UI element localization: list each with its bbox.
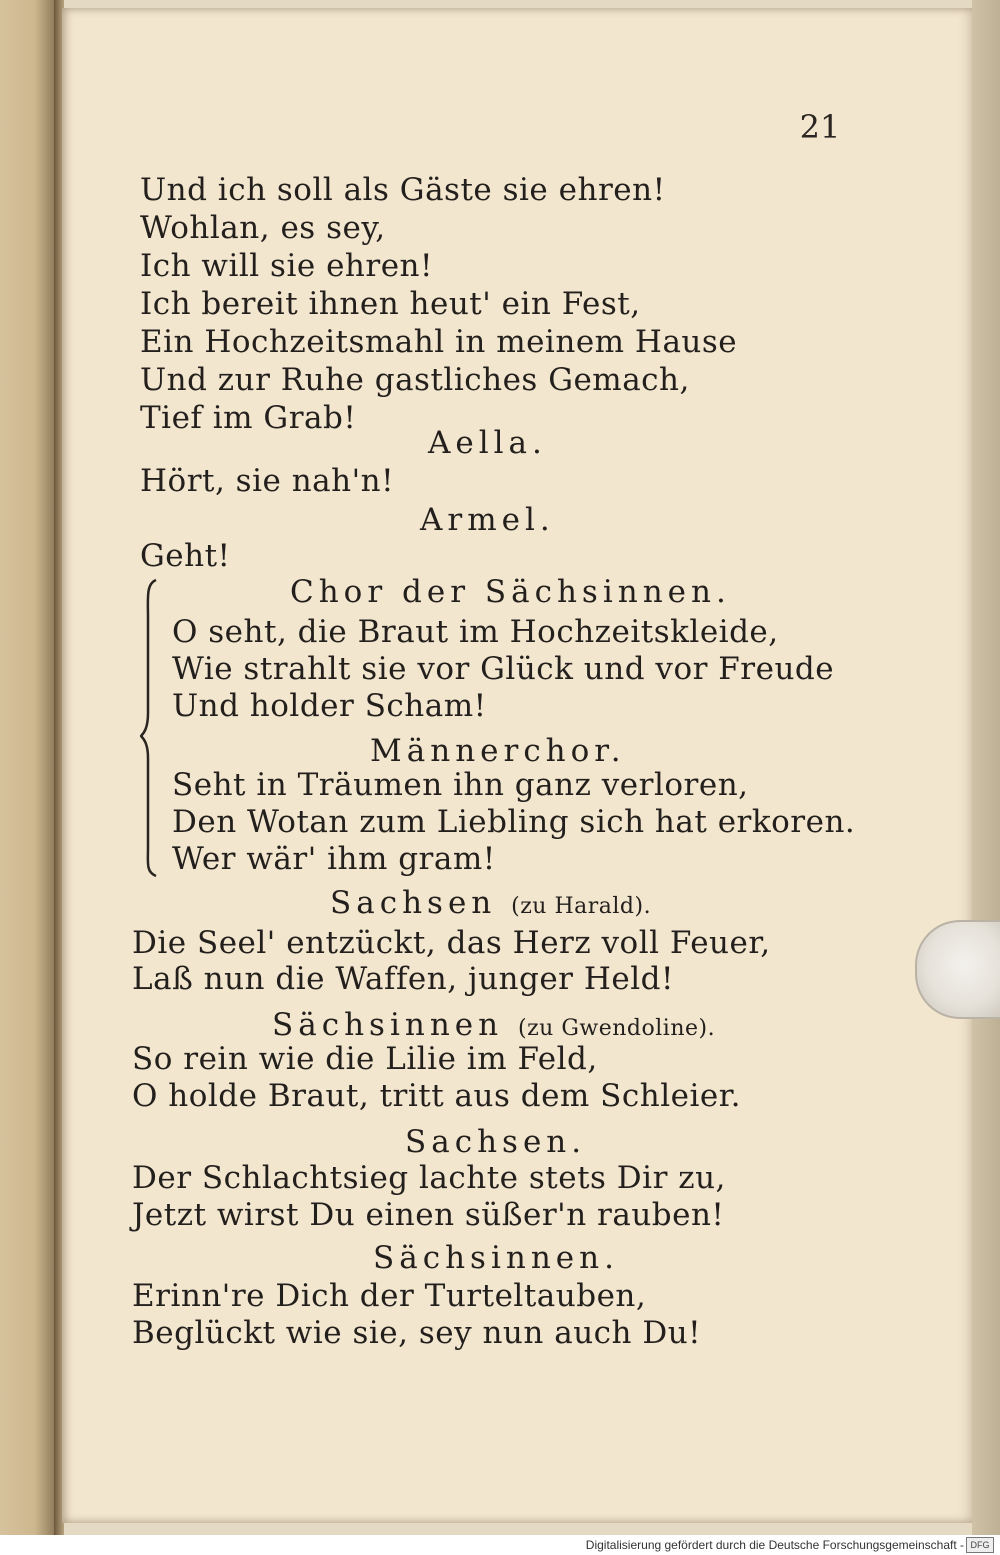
text-line: Den Wotan zum Liebling sich hat erkoren. <box>172 804 856 840</box>
right-page-edge <box>972 0 1000 1535</box>
text-line: Erinn're Dich der Turteltauben, <box>132 1278 647 1314</box>
text-line: Und ich soll als Gäste sie ehren! <box>140 172 666 208</box>
text-line: O seht, die Braut im Hochzeitskleide, <box>172 614 779 650</box>
speaker-armel: Armel. <box>420 502 555 538</box>
text-line: O holde Braut, tritt aus dem Schleier. <box>132 1078 742 1114</box>
speaker-maennerchor: Männerchor. <box>370 733 626 769</box>
speaker-chor: Chor der Sächsinnen. <box>290 574 731 610</box>
text-line: Wer wär' ihm gram! <box>172 841 496 877</box>
text-line: Beglückt wie sie, sey nun auch Du! <box>132 1315 702 1351</box>
speaker-saechsinnen <box>272 1007 715 1043</box>
chorus-brace <box>140 578 158 878</box>
page-number: 21 <box>799 108 841 146</box>
dfg-logo: DFG <box>966 1537 994 1553</box>
stage-direction: (zu Gwendoline). <box>517 1016 716 1041</box>
text-line: Wie strahlt sie vor Glück und vor Freude <box>172 651 835 687</box>
footer-credit: Digitalisierung gefördert durch die Deutsche Forschungsgemeinschaft - <box>585 1538 964 1552</box>
text-line: Und zur Ruhe gastliches Gemach, <box>140 362 690 398</box>
speaker-aella: Aella. <box>428 425 547 461</box>
speaker-sachsen: Sachsen. <box>405 1124 587 1160</box>
text-line: Und holder Scham! <box>172 688 487 724</box>
text-line: Tief im Grab! <box>140 400 357 436</box>
left-page-edge <box>0 0 58 1535</box>
text-line: Ich will sie ehren! <box>140 248 433 284</box>
stage-direction: (zu Harald). <box>511 894 652 919</box>
text-line: So rein wie die Lilie im Feld, <box>132 1041 598 1077</box>
page-tab-marker <box>915 920 1000 1019</box>
text-line: Die Seel' entzückt, das Herz voll Feuer, <box>132 925 771 961</box>
text-line: Seht in Träumen ihn ganz verloren, <box>172 767 749 803</box>
speaker-saechsinnen: Sächsinnen. <box>373 1240 619 1276</box>
text-line: Geht! <box>140 538 231 574</box>
text-line: Laß nun die Waffen, junger Held! <box>132 961 674 997</box>
text-line: Ein Hochzeitsmahl in meinem Hause <box>140 324 738 360</box>
speaker-sachsen <box>330 885 651 921</box>
text-line: Ich bereit ihnen heut' ein Fest, <box>140 286 641 322</box>
text-line: Jetzt wirst Du einen süßer'n rauben! <box>132 1197 725 1233</box>
footer-bar <box>0 1535 1000 1555</box>
speaker-name: Sachsen <box>330 885 497 921</box>
text-line: Wohlan, es sey, <box>140 210 386 246</box>
speaker-name: Sächsinnen <box>272 1007 504 1043</box>
text-line: Der Schlachtsieg lachte stets Dir zu, <box>132 1160 726 1196</box>
text-line: Hört, sie nah'n! <box>140 463 395 499</box>
